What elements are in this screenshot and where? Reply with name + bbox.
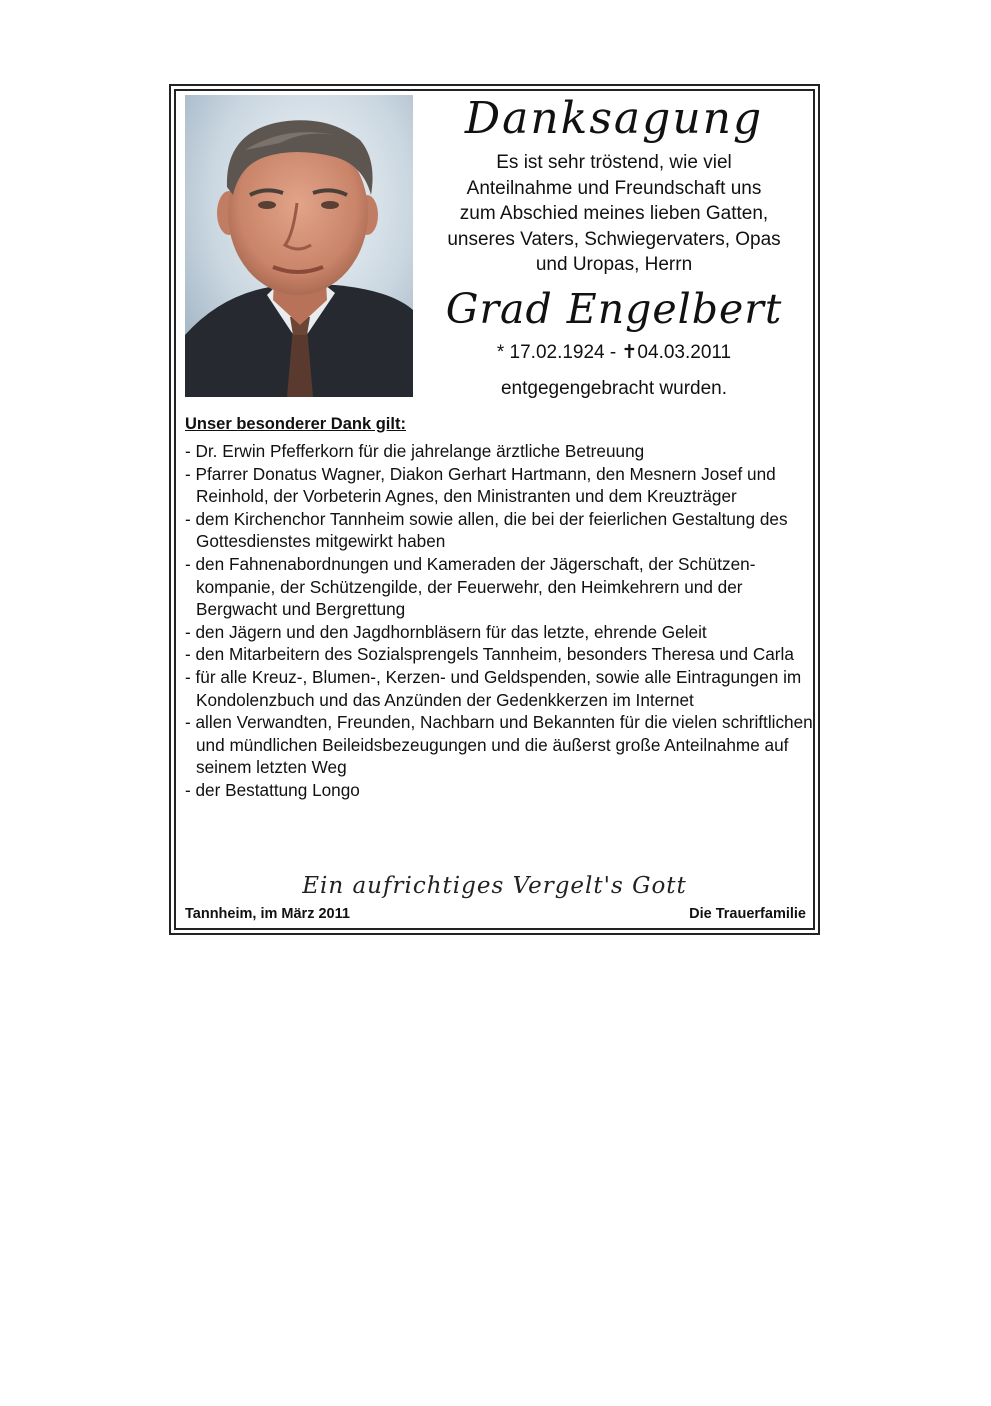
heading-block <box>420 88 808 402</box>
list-item: - allen Verwandten, Freunden, Nachbarn und Bekannten für die vielen schriftlichen und mündlichen Beileidsbezeugungen und die äußerst große Anteilnahme auf seinem letzten Weg <box>185 712 813 778</box>
deceased-name: Grad Engelbert <box>445 284 783 333</box>
intro-line: und Uropas, Herrn <box>535 254 693 275</box>
family-signature: Die Trauerfamilie <box>689 906 806 922</box>
list-item: - dem Kirchenchor Tannheim sowie allen, die bei der feierlichen Gestaltung des Gottesdienstes mitgewirkt haben <box>185 508 788 552</box>
intro-line: zum Abschied meines lieben Gatten, <box>459 203 769 224</box>
portrait-photo <box>185 95 413 397</box>
list-item: - für alle Kreuz-, Blumen-, Kerzen- und Geldspenden, sowie alle Eintragungen im Kondolenzbuch und das Anzünden der Gedenkkerzen im Internet <box>185 666 802 710</box>
intro-line: unseres Vaters, Schwiegervaters, Opas <box>447 228 781 250</box>
list-item: - der Bestattung Longo <box>185 779 360 800</box>
thanks-heading: Unser besonderer Dank gilt: <box>185 415 406 433</box>
intro-closing-line: entgegengebracht wurden. <box>500 377 728 399</box>
list-item: - den Jägern und den Jagdhornbläsern für das letzte, ehrende Geleit <box>185 621 707 642</box>
life-dates: * 17.02.1924 - ✝04.03.2011 <box>496 341 732 363</box>
place-date: Tannheim, im März 2011 <box>185 906 350 922</box>
list-item: - Pfarrer Donatus Wagner, Diakon Gerhart Hartmann, den Mesnern Josef und Reinhold, der Vorbeterin Agnes, den Ministranten und dem Kreuzträger <box>185 463 776 507</box>
list-item: - den Mitarbeitern des Sozialsprengels Tannheim, besonders Theresa und Carla <box>185 644 794 665</box>
intro-line: Anteilnahme und Freundschaft uns <box>466 177 762 199</box>
intro-line: Es ist sehr tröstend, wie viel <box>496 152 732 173</box>
list-item: - den Fahnenabordnungen und Kameraden der Jägerschaft, der Schützen-kompanie, der Schützengilde, der Feuerwehr, den Heimkehrern und der Bergwacht und Bergrettung <box>185 553 756 620</box>
thanks-list <box>185 440 817 802</box>
sign-off: Ein aufrichtiges Vergelt's Gott <box>302 873 687 899</box>
title-danksagung: Danksagung <box>464 93 764 144</box>
list-item: - Dr. Erwin Pfefferkorn für die jahrelange ärztliche Betreuung <box>185 441 645 461</box>
